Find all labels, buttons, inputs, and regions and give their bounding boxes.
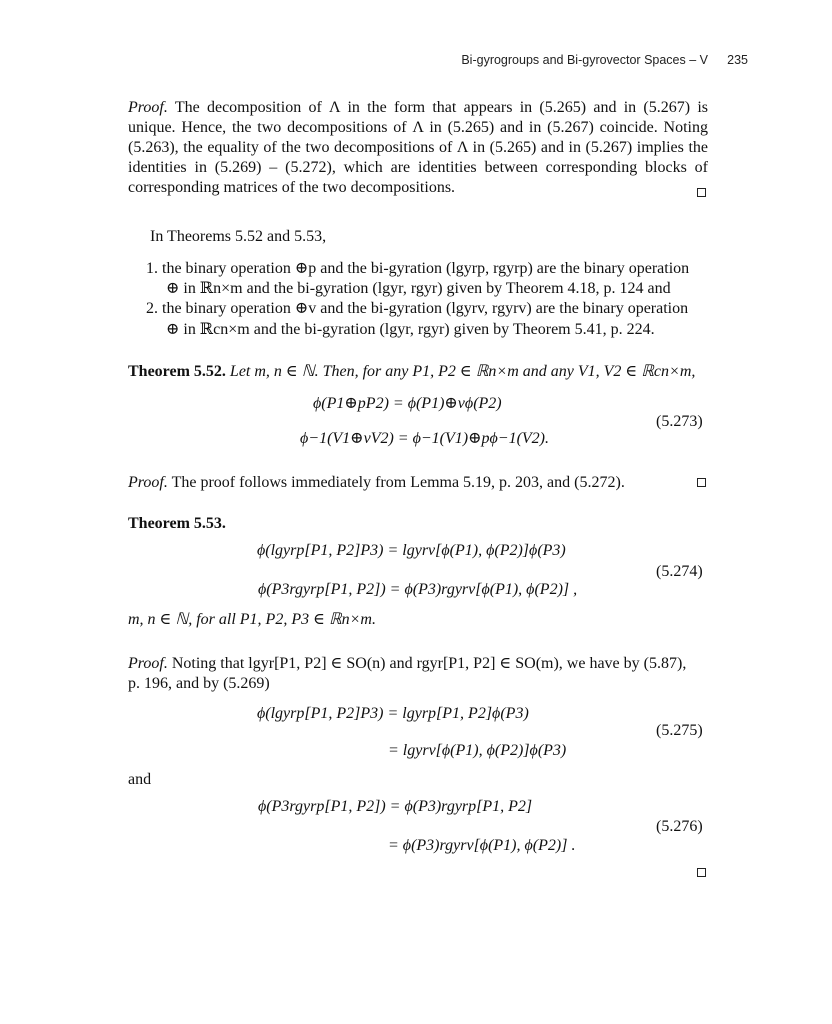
proof-paragraph-3-line-2: p. 196, and by (5.269) [128,675,270,692]
qed-symbol [697,188,706,197]
proof-text: Noting that lgyr[P1, P2] ∈ SO(n) and rgyr[P1, P2] ∈ SO(m), we have by (5.87), [171,655,687,672]
equation-5-276-a: ϕ(P3rgyrp[P1, P2]) = ϕ(P3)rgyrp[P1, P2] [258,798,533,815]
conjunction-and: and [128,771,152,788]
theorem-5-53-label: Theorem 5.53. [128,515,226,532]
proof-label: Proof. [128,99,168,116]
list-item-1-line-1: 1. the binary operation ⊕p and the bi-gyration (lgyrp, rgyrp) are the binary operation [146,260,690,277]
list-item-2-line-1: 2. the binary operation ⊕v and the bi-gyration (lgyrv, rgyrv) are the binary operation [146,300,689,317]
list-item-2-line-2: ⊕ in ℝcn×m and the bi-gyration (lgyr, rgyr) given by Theorem 5.41, p. 224. [166,321,655,338]
page-number: 235 [727,53,748,67]
equation-number: (5.274) [656,563,703,580]
running-title: Bi-gyrogroups and Bi-gyrovector Spaces – V [461,53,708,67]
proof-text: The decomposition of Λ in the form that appears in (5.265) and in (5.267) is unique. Hence, the two decompositions of Λ in (5.265) and in (5.267) coincide. Noting (5.263), the equality of the two decompositions of Λ in (5.265) and in (5.267) implies the identities in (5.269) – (5.272), which are identities between corresponding blocks of corresponding matrices of the two decompositions. [128,99,708,196]
proof-paragraph-3-line-1 [128,654,686,674]
intro-sentence: In Theorems 5.52 and 5.53, [150,228,327,245]
proof-paragraph-2 [128,473,625,493]
equation-number: (5.275) [656,722,703,739]
equation-5-275-b: = lgyrv[ϕ(P1), ϕ(P2)]ϕ(P3) [388,742,567,759]
theorem-condition: m, n ∈ ℕ, for all P1, P2, P3 ∈ ℝn×m. [128,611,376,628]
running-header [0,53,832,73]
equation-5-274-b: ϕ(P3rgyrp[P1, P2]) = ϕ(P3)rgyrv[ϕ(P1), ϕ(P2)] , [258,581,578,598]
proof-label: Proof. [128,474,168,491]
theorem-5-52 [128,362,695,382]
theorem-statement: Let m, n ∈ ℕ. Then, for any P1, P2 ∈ ℝn×m and any V1, V2 ∈ ℝcn×m, [229,363,696,380]
equation-5-276-b: = ϕ(P3)rgyrv[ϕ(P1), ϕ(P2)] . [388,837,576,854]
proof-label: Proof. [128,655,168,672]
equation-5-274-a: ϕ(lgyrp[P1, P2]P3) = lgyrv[ϕ(P1), ϕ(P2)]ϕ(P3) [257,542,566,559]
equation-5-273-b: ϕ−1(V1⊕vV2) = ϕ−1(V1)⊕pϕ−1(V2). [300,430,550,447]
list-item-1-line-2: ⊕ in ℝn×m and the bi-gyration (lgyr, rgyr) given by Theorem 4.18, p. 124 and [166,280,671,297]
equation-number: (5.276) [656,818,703,835]
equation-5-275-a: ϕ(lgyrp[P1, P2]P3) = lgyrp[P1, P2]ϕ(P3) [257,705,529,722]
equation-5-273-a: ϕ(P1⊕pP2) = ϕ(P1)⊕vϕ(P2) [313,395,502,412]
proof-text: The proof follows immediately from Lemma 5.19, p. 203, and (5.272). [171,474,625,491]
qed-symbol [697,478,706,487]
qed-symbol [697,868,706,877]
equation-number: (5.273) [656,413,703,430]
theorem-label: Theorem 5.52. [128,363,226,380]
proof-paragraph-1 [128,98,708,198]
